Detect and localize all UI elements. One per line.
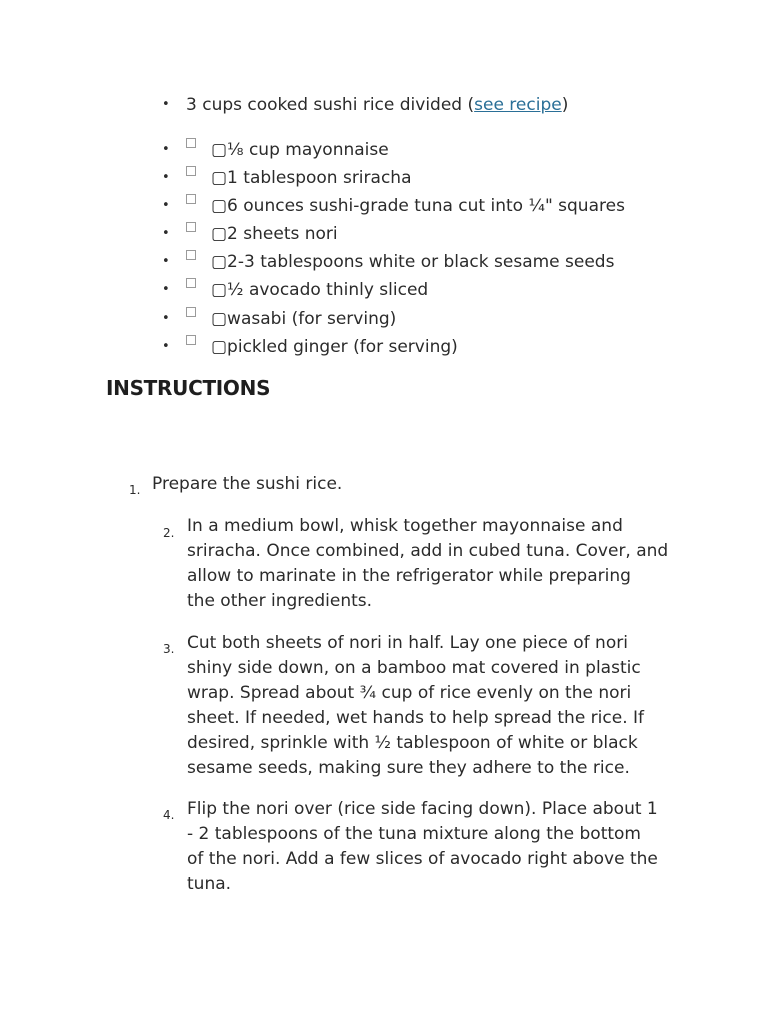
ingredient-item — [162, 138, 625, 166]
step-line: sheet. If needed, wet hands to help spread the rice. If — [187, 708, 644, 728]
ingredient-checkbox[interactable] — [186, 278, 196, 288]
ingredient-item — [162, 335, 625, 363]
ingredient-item — [162, 250, 625, 278]
step-line: the other ingredients. — [187, 591, 373, 611]
ingredient-text: ▢pickled ginger (for serving) — [211, 336, 458, 357]
step-line: Cut both sheets of nori in half. Lay one piece of nori — [187, 633, 628, 653]
ingredient-checkbox[interactable] — [186, 166, 196, 176]
step-line: wrap. Spread about ¾ cup of rice evenly on the nori — [187, 683, 632, 703]
step-line: tuna. — [187, 874, 232, 894]
step-text — [187, 797, 727, 897]
ingredient-item — [162, 278, 625, 306]
step-line: desired, sprinkle with ½ tablespoon of white or black — [187, 733, 638, 753]
ingredient-text: ▢⅛ cup mayonnaise — [211, 140, 389, 160]
ingredient-checkbox[interactable] — [186, 138, 196, 148]
bullet: • — [162, 338, 170, 354]
step-line: - 2 tablespoons of the tuna mixture along the bottom — [187, 824, 641, 844]
ingredient-text: ▢2 sheets nori — [211, 224, 338, 245]
ingredient-checkbox[interactable] — [186, 222, 196, 232]
ingredient-checkbox[interactable] — [186, 194, 196, 204]
step-text — [187, 514, 727, 614]
rice-text-close: ) — [561, 95, 569, 115]
step-text — [152, 472, 712, 497]
bullet: • — [162, 226, 170, 242]
ingredient-text: ▢6 ounces sushi-grade tuna cut into ¼" squares — [211, 196, 625, 217]
bullet: • — [162, 282, 170, 298]
bullet: • — [162, 97, 170, 112]
ingredient-checkbox[interactable] — [186, 307, 196, 317]
bullet: • — [162, 254, 170, 270]
ingredient-text: ▢2-3 tablespoons white or black sesame seeds — [211, 252, 615, 273]
step-line: shiny side down, on a bamboo mat covered in plastic — [187, 658, 641, 678]
bullet: • — [162, 170, 170, 186]
bullet: • — [162, 310, 170, 326]
step-number: 1. — [129, 483, 141, 497]
ingredient-text: ▢1 tablespoon sriracha — [211, 168, 412, 189]
ingredient-checkbox[interactable] — [186, 250, 196, 260]
step-text — [187, 631, 727, 781]
step-line: allow to marinate in the refrigerator while preparing — [187, 566, 631, 586]
step-line: sriracha. Once combined, add in cubed tuna. Cover, and — [187, 541, 669, 561]
ingredient-text: ▢½ avocado thinly sliced — [211, 280, 429, 301]
ingredient-checkbox[interactable] — [186, 335, 196, 345]
ingredient-item — [162, 194, 625, 222]
bullet: • — [162, 142, 170, 157]
instructions-heading: INSTRUCTIONS — [106, 376, 271, 400]
step-number: 3. — [163, 642, 175, 656]
step-line: of the nori. Add a few slices of avocado right above the — [187, 849, 658, 869]
step-line: sesame seeds, making sure they adhere to the rice. — [187, 758, 630, 778]
see-recipe-link[interactable]: see recipe — [474, 95, 562, 115]
step-line: Flip the nori over (rice side facing down). Place about 1 — [187, 799, 658, 819]
ingredient-list — [162, 138, 625, 363]
ingredient-text: ▢wasabi (for serving) — [211, 308, 397, 329]
bullet: • — [162, 198, 170, 214]
ingredient-item — [162, 166, 625, 194]
step-line: In a medium bowl, whisk together mayonnaise and — [187, 516, 623, 536]
step-line: Prepare the sushi rice. — [152, 474, 343, 494]
step-number: 4. — [163, 808, 175, 822]
ingredient-item — [162, 222, 625, 250]
ingredient-rice — [162, 93, 568, 117]
step-number: 2. — [163, 526, 175, 540]
rice-text: 3 cups cooked sushi rice divided ( — [186, 95, 475, 115]
ingredient-item — [162, 307, 625, 335]
